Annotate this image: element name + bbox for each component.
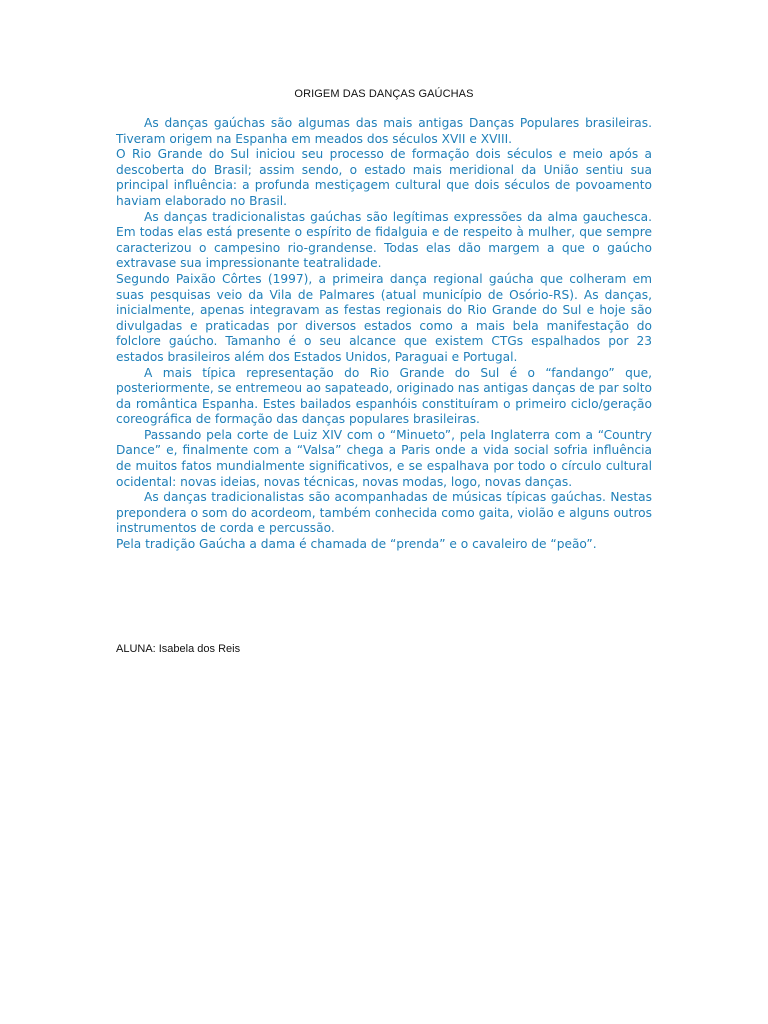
paragraph-rio-grande: O Rio Grande do Sul iniciou seu processo de formação dois séculos e meio após a descoberta do Brasil; assim sendo, o estado mais meridional da União sentiu sua principal influência: a profunda mestiçagem cultural que dois séculos de povoamento haviam elaborado no Brasil. xyxy=(116,147,652,208)
paragraph-paixao-cortes: Segundo Paixão Côrtes (1997), a primeira dança regional gaúcha que colheram em suas pesquisas veio da Vila de Palmares (atual município de Osório-RS). As danças, inicialmente, apenas integravam as festas regionais do Rio Grande do Sul e hoje são divulgadas e praticadas por diversos estados como a mais bela manifestação do folclore gaúcho. Tamanho é o seu alcance que existem CTGs espalhados por 23 estados brasileiros além dos Estados Unidos, Paraguai e Portugal. xyxy=(116,271,652,364)
paragraph-origin: As danças gaúchas são algumas das mais antigas Danças Populares brasileiras. Tiveram origem na Espanha em meados dos séculos XVII e XVIII. xyxy=(116,116,652,146)
student-label: ALUNA: xyxy=(116,643,156,655)
document-title: ORIGEM DAS DANÇAS GAÚCHAS xyxy=(294,88,474,100)
paragraph-minueto: Passando pela corte de Luiz XIV com o “Minueto”, pela Inglaterra com a “Country Dance” e, finalmente com a “Valsa” chega a Paris onde a vida social sofria influência de muitos fatos mundialmente significativos, e se espalhava por todo o círculo cultural ocidental: novas ideias, novas técnicas, novas modas, logo, novas danças. xyxy=(116,427,652,489)
paragraph-traditionalist-dances: As danças tradicionalistas gaúchas são legítimas expressões da alma gauchesca. Em todas elas está presente o espírito de fidalguia e de respeito à mulher, que sempre caracterizou o campesino rio-grandense. Todas elas dão margem a que o gaúcho extravase sua impressionante teatralidade. xyxy=(116,209,652,271)
paragraph-music: As danças tradicionalistas são acompanhadas de músicas típicas gaúchas. Nestas prepondera o som do acordeom, também conhecida como gaita, violão e alguns outros instrumentos de corda e percussão. xyxy=(116,490,652,536)
student-name: Isabela dos Reis xyxy=(158,643,241,655)
document-body xyxy=(116,116,652,553)
paragraph-prenda-peao: Pela tradição Gaúcha a dama é chamada de “prenda” e o cavaleiro de “peão”. xyxy=(116,537,597,552)
student-line xyxy=(116,643,240,655)
paragraph-fandango: A mais típica representação do Rio Grande do Sul é o “fandango” que, posteriormente, se entremeou ao sapateado, originado nas antigas danças de par solto da romântica Espanha. Estes bailados espanhóis constituíram o primeiro ciclo/geração coreográfica de formação das danças populares brasileiras. xyxy=(116,365,652,427)
